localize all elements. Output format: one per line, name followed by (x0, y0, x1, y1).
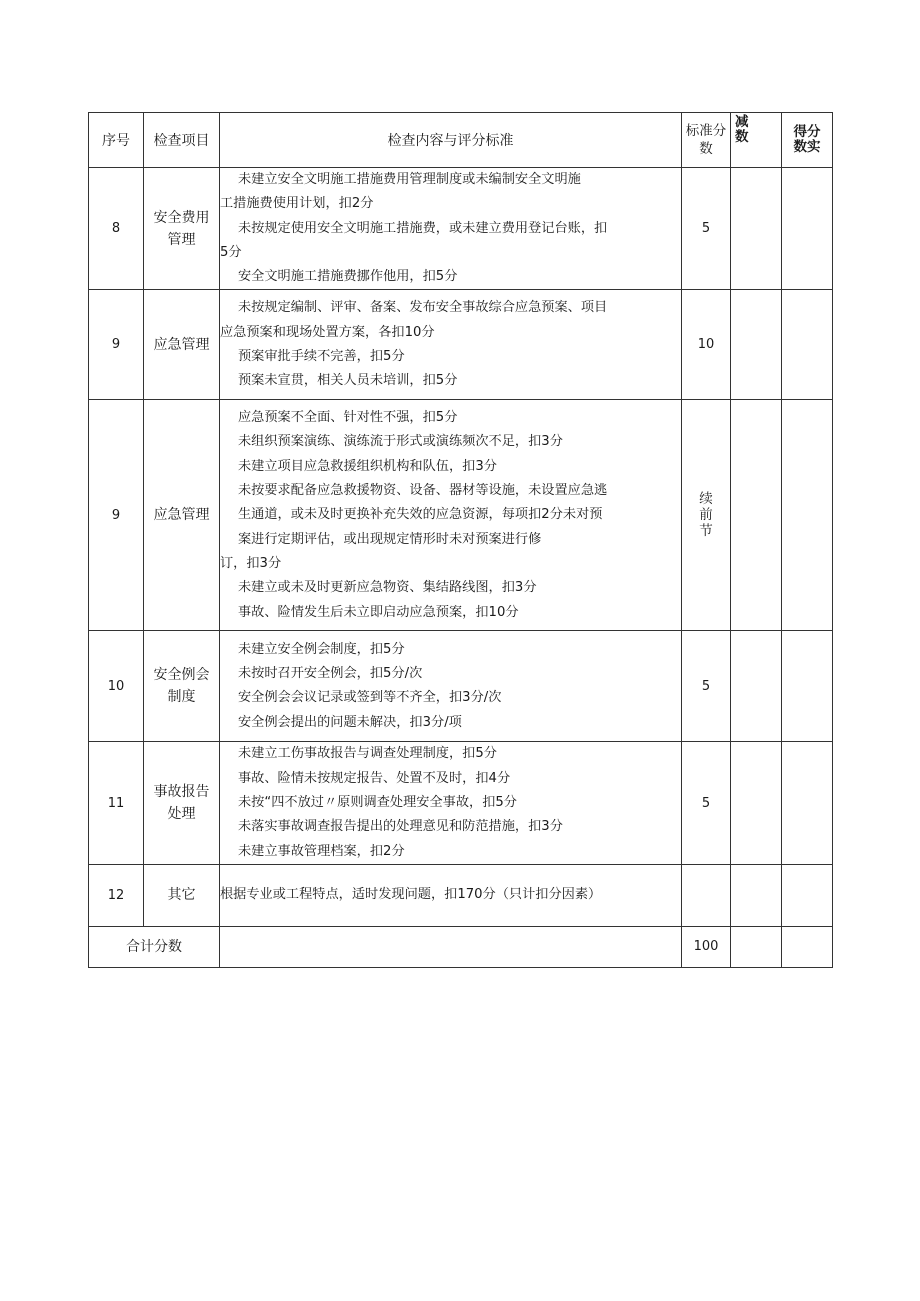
row-item (144, 631, 220, 742)
table-row (89, 400, 833, 631)
row-number: 8 (89, 168, 144, 290)
header-actual: 得分数实 (793, 124, 821, 155)
header-item: 检查项目 (144, 113, 220, 168)
row-content (220, 631, 682, 742)
total-content (220, 926, 682, 967)
content-line: 事故、险情未按规定报告、处置不及时，扣4分 (238, 770, 511, 786)
table-row (89, 631, 833, 742)
inspection-table (88, 112, 833, 968)
row-actual (782, 864, 833, 926)
content-line: 未建立项目应急救援组织机构和队伍，扣3分 (238, 458, 497, 474)
header-deduct: 减数 (735, 114, 749, 145)
total-score: 100 (682, 926, 731, 967)
row-deduct (731, 290, 782, 400)
row-deduct (731, 168, 782, 290)
row-content (220, 168, 682, 290)
total-actual (782, 926, 833, 967)
row-item (144, 290, 220, 400)
content-line: 预案未宣贯，相关人员未培训，扣5分 (238, 373, 458, 389)
header-no: 序号 (89, 113, 144, 168)
row-number: 9 (89, 290, 144, 400)
row-number: 12 (89, 864, 144, 926)
content-line: 根据专业或工程特点，适时发现问题，扣170分（只计扣分因素） (220, 887, 602, 903)
row-item-label: 应急管理 (153, 336, 210, 353)
row-item-label: 其它 (167, 887, 196, 904)
content-line: 未建立或未及时更新应急物资、集结路线图，扣3分 (238, 580, 537, 596)
content-line: 应急预案和现场处置方案，各扣10分 (220, 324, 435, 340)
content-line: 订，扣3分 (220, 555, 282, 571)
row-content (220, 400, 682, 631)
row-number: 11 (89, 742, 144, 864)
row-deduct (731, 631, 782, 742)
header-row (89, 113, 833, 168)
row-actual (782, 290, 833, 400)
row-standard-score (682, 400, 731, 631)
row-actual (782, 631, 833, 742)
content-line: 未按规定编制、评审、备案、发布安全事故综合应急预案、项目 (238, 300, 608, 316)
row-item (144, 864, 220, 926)
row-standard-score (682, 290, 731, 400)
content-line: 安全文明施工措施费挪作他用，扣5分 (238, 269, 458, 285)
header-actual-cell (782, 113, 833, 168)
row-content (220, 864, 682, 926)
content-line: 生通道，或未及时更换补充失效的应急资源，每项扣2分未对预 (238, 507, 603, 523)
row-item-label: 安全例会制度 (153, 667, 210, 706)
total-deduct (731, 926, 782, 967)
header-standard: 标准分数 (682, 113, 731, 168)
row-standard-score (682, 168, 731, 290)
row-deduct (731, 742, 782, 864)
table-row (89, 168, 833, 290)
content-line: 事故、险情发生后未立即启动应急预案，扣10分 (238, 604, 519, 620)
row-item-label: 安全费用管理 (153, 209, 210, 248)
content-line: 未建立事故管理档案，扣2分 (238, 843, 405, 859)
content-line: 应急预案不全面、针对性不强，扣5分 (238, 410, 458, 426)
content-line: 5分 (220, 244, 242, 260)
total-label: 合计分数 (89, 926, 220, 967)
content-line: 案进行定期评估，或出现规定情形时未对预案进行修 (238, 531, 542, 547)
row-standard-score (682, 742, 731, 864)
table-row (89, 864, 833, 926)
content-line: 未按“四不放过〃原则调查处理安全事故，扣5分 (238, 795, 517, 811)
row-standard-score-value: 5 (701, 221, 711, 237)
row-content (220, 742, 682, 864)
total-row (89, 926, 833, 967)
row-standard-score-value: 10 (697, 337, 715, 353)
row-deduct (731, 864, 782, 926)
content-line: 未按规定使用安全文明施工措施费，或未建立费用登记台账，扣 (238, 220, 608, 236)
content-line: 预案审批手续不完善，扣5分 (238, 348, 405, 364)
row-standard-score (682, 631, 731, 742)
content-line: 工措施费使用计划，扣2分 (220, 196, 374, 212)
row-content (220, 290, 682, 400)
table-row (89, 742, 833, 864)
header-deduct-cell (731, 113, 782, 168)
row-standard-score-value: 5 (701, 678, 711, 694)
row-actual (782, 168, 833, 290)
content-line: 未按时召开安全例会，扣5分/次 (238, 666, 423, 682)
row-number: 9 (89, 400, 144, 631)
row-standard-score-value: 续前节 (699, 491, 713, 540)
content-line: 安全例会提出的问题未解决，扣3分/项 (238, 714, 462, 730)
row-standard-score (682, 864, 731, 926)
row-actual (782, 400, 833, 631)
content-line: 未建立安全例会制度，扣5分 (238, 641, 405, 657)
header-content: 检查内容与评分标准 (220, 113, 682, 168)
content-line: 未按要求配备应急救援物资、设备、器材等设施，未设置应急逃 (238, 483, 608, 499)
content-line: 未落实事故调查报告提出的处理意见和防范措施，扣3分 (238, 819, 563, 835)
row-item-label: 事故报告处理 (153, 784, 210, 823)
row-item (144, 400, 220, 631)
row-standard-score-value: 5 (701, 795, 711, 811)
row-item (144, 742, 220, 864)
row-actual (782, 742, 833, 864)
row-item (144, 168, 220, 290)
content-line: 安全例会会议记录或签到等不齐全，扣3分/次 (238, 690, 502, 706)
content-line: 未建立工伤事故报告与调查处理制度，扣5分 (238, 746, 497, 762)
row-deduct (731, 400, 782, 631)
content-line: 未组织预案演练、演练流于形式或演练频次不足，扣3分 (238, 434, 563, 450)
content-line: 未建立安全文明施工措施费用管理制度或未编制安全文明施 (238, 172, 581, 187)
row-item-label: 应急管理 (153, 507, 210, 524)
table-row (89, 290, 833, 400)
row-number: 10 (89, 631, 144, 742)
